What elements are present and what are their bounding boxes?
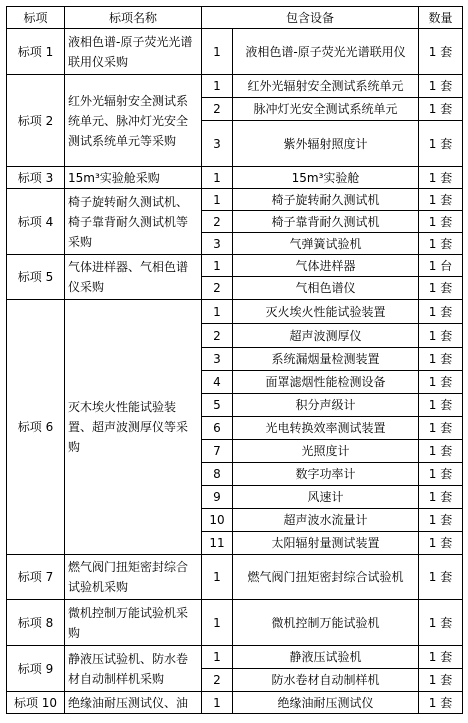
item-number: 1 bbox=[202, 189, 233, 211]
device-name: 灭火埃火性能试验装置 bbox=[233, 300, 419, 324]
table-row bbox=[7, 600, 463, 646]
lot-id: 标项 4 bbox=[7, 189, 65, 255]
device-quantity: 1 套 bbox=[419, 532, 463, 555]
item-number: 2 bbox=[202, 277, 233, 300]
device-name: 紫外辐射照度计 bbox=[233, 121, 419, 167]
table-row bbox=[7, 29, 463, 75]
device-name: 微机控制万能试验机 bbox=[233, 600, 419, 646]
lot-name: 静液压试验机、防水卷材自动制样机采购 bbox=[65, 646, 202, 692]
device-quantity: 1 套 bbox=[419, 121, 463, 167]
lot-id: 标项 6 bbox=[7, 300, 65, 555]
device-quantity: 1 套 bbox=[419, 646, 463, 669]
device-quantity: 1 套 bbox=[419, 233, 463, 255]
device-quantity: 1 套 bbox=[419, 324, 463, 348]
lot-name: 椅子旋转耐久测试机、椅子靠背耐久测试机等采购 bbox=[65, 189, 202, 255]
item-number: 1 bbox=[202, 300, 233, 324]
lot-id: 标项 7 bbox=[7, 555, 65, 600]
device-name: 光电转换效率测试装置 bbox=[233, 417, 419, 440]
item-number: 9 bbox=[202, 486, 233, 509]
item-number: 10 bbox=[202, 509, 233, 532]
item-number: 8 bbox=[202, 463, 233, 486]
item-number: 1 bbox=[202, 555, 233, 600]
device-name: 气相色谱仪 bbox=[233, 277, 419, 300]
device-quantity: 1 套 bbox=[419, 211, 463, 233]
device-name: 数字功率计 bbox=[233, 463, 419, 486]
device-quantity: 1 套 bbox=[419, 692, 463, 714]
item-number: 11 bbox=[202, 532, 233, 555]
device-quantity: 1 套 bbox=[419, 600, 463, 646]
device-name: 光照度计 bbox=[233, 440, 419, 463]
device-name: 系统漏烟量检测装置 bbox=[233, 348, 419, 371]
device-quantity: 1 套 bbox=[419, 348, 463, 371]
device-quantity: 1 套 bbox=[419, 394, 463, 417]
device-quantity: 1 套 bbox=[419, 98, 463, 121]
device-name: 太阳辐射量测试装置 bbox=[233, 532, 419, 555]
table-row bbox=[7, 692, 463, 714]
item-number: 3 bbox=[202, 233, 233, 255]
header-qty: 数量 bbox=[419, 7, 463, 29]
device-quantity: 1 套 bbox=[419, 167, 463, 189]
item-number: 2 bbox=[202, 669, 233, 692]
item-number: 7 bbox=[202, 440, 233, 463]
device-name: 积分声级计 bbox=[233, 394, 419, 417]
lot-id: 标项 9 bbox=[7, 646, 65, 692]
item-number: 3 bbox=[202, 348, 233, 371]
device-name: 超声波测厚仪 bbox=[233, 324, 419, 348]
device-quantity: 1 套 bbox=[419, 189, 463, 211]
lot-name: 15m³实验舱采购 bbox=[65, 167, 202, 189]
item-number: 1 bbox=[202, 75, 233, 98]
table-row bbox=[7, 167, 463, 189]
device-name: 液相色谱-原子荧光光谱联用仪 bbox=[233, 29, 419, 75]
table-row bbox=[7, 646, 463, 669]
device-quantity: 1 套 bbox=[419, 29, 463, 75]
table-row bbox=[7, 75, 463, 98]
lot-name: 液相色谱-原子荧光光谱联用仪采购 bbox=[65, 29, 202, 75]
item-number: 1 bbox=[202, 646, 233, 669]
item-number: 1 bbox=[202, 255, 233, 277]
item-number: 1 bbox=[202, 600, 233, 646]
device-name: 椅子旋转耐久测试机 bbox=[233, 189, 419, 211]
device-name: 防水卷材自动制样机 bbox=[233, 669, 419, 692]
item-number: 6 bbox=[202, 417, 233, 440]
lot-name: 灭木埃火性能试验装置、超声波测厚仪等采购 bbox=[65, 300, 202, 555]
lot-id: 标项 2 bbox=[7, 75, 65, 167]
item-number: 1 bbox=[202, 167, 233, 189]
device-name: 15m³实验舱 bbox=[233, 167, 419, 189]
table-row bbox=[7, 555, 463, 600]
device-name: 气弹簧试验机 bbox=[233, 233, 419, 255]
device-name: 静液压试验机 bbox=[233, 646, 419, 669]
device-name: 超声波水流量计 bbox=[233, 509, 419, 532]
item-number: 3 bbox=[202, 121, 233, 167]
procurement-table bbox=[6, 6, 463, 714]
table-row bbox=[7, 189, 463, 211]
header-row bbox=[7, 7, 463, 29]
device-name: 气体进样器 bbox=[233, 255, 419, 277]
header-devices: 包含设备 bbox=[202, 7, 419, 29]
lot-id: 标项 3 bbox=[7, 167, 65, 189]
device-name: 面罩滤烟性能检测设备 bbox=[233, 371, 419, 394]
table-row bbox=[7, 255, 463, 277]
device-quantity: 1 台 bbox=[419, 255, 463, 277]
lot-id: 标项 10 bbox=[7, 692, 65, 714]
item-number: 5 bbox=[202, 394, 233, 417]
device-quantity: 1 套 bbox=[419, 75, 463, 98]
device-name: 风速计 bbox=[233, 486, 419, 509]
device-quantity: 1 套 bbox=[419, 277, 463, 300]
lot-name: 燃气阀门扭矩密封综合试验机采购 bbox=[65, 555, 202, 600]
item-number: 1 bbox=[202, 692, 233, 714]
device-quantity: 1 套 bbox=[419, 300, 463, 324]
device-name: 椅子靠背耐久测试机 bbox=[233, 211, 419, 233]
device-quantity: 1 套 bbox=[419, 555, 463, 600]
lot-name: 绝缘油耐压测试仪、油 bbox=[65, 692, 202, 714]
device-name: 燃气阀门扭矩密封综合试验机 bbox=[233, 555, 419, 600]
lot-id: 标项 8 bbox=[7, 600, 65, 646]
item-number: 4 bbox=[202, 371, 233, 394]
item-number: 2 bbox=[202, 324, 233, 348]
table-row bbox=[7, 300, 463, 324]
device-quantity: 1 套 bbox=[419, 440, 463, 463]
lot-name: 微机控制万能试验机采购 bbox=[65, 600, 202, 646]
device-name: 脉冲灯光安全测试系统单元 bbox=[233, 98, 419, 121]
device-quantity: 1 套 bbox=[419, 371, 463, 394]
device-name: 绝缘油耐压测试仪 bbox=[233, 692, 419, 714]
lot-name: 气体进样器、气相色谱仪采购 bbox=[65, 255, 202, 300]
device-quantity: 1 套 bbox=[419, 669, 463, 692]
header-lot-name: 标项名称 bbox=[65, 7, 202, 29]
lot-id: 标项 5 bbox=[7, 255, 65, 300]
table-body bbox=[7, 29, 463, 714]
device-quantity: 1 套 bbox=[419, 486, 463, 509]
item-number: 2 bbox=[202, 211, 233, 233]
device-name: 红外光辐射安全测试系统单元 bbox=[233, 75, 419, 98]
device-quantity: 1 套 bbox=[419, 417, 463, 440]
device-quantity: 1 套 bbox=[419, 463, 463, 486]
item-number: 1 bbox=[202, 29, 233, 75]
header-lot: 标项 bbox=[7, 7, 65, 29]
lot-name: 红外光辐射安全测试系统单元、脉冲灯光安全测试系统单元等采购 bbox=[65, 75, 202, 167]
item-number: 2 bbox=[202, 98, 233, 121]
device-quantity: 1 套 bbox=[419, 509, 463, 532]
lot-id: 标项 1 bbox=[7, 29, 65, 75]
